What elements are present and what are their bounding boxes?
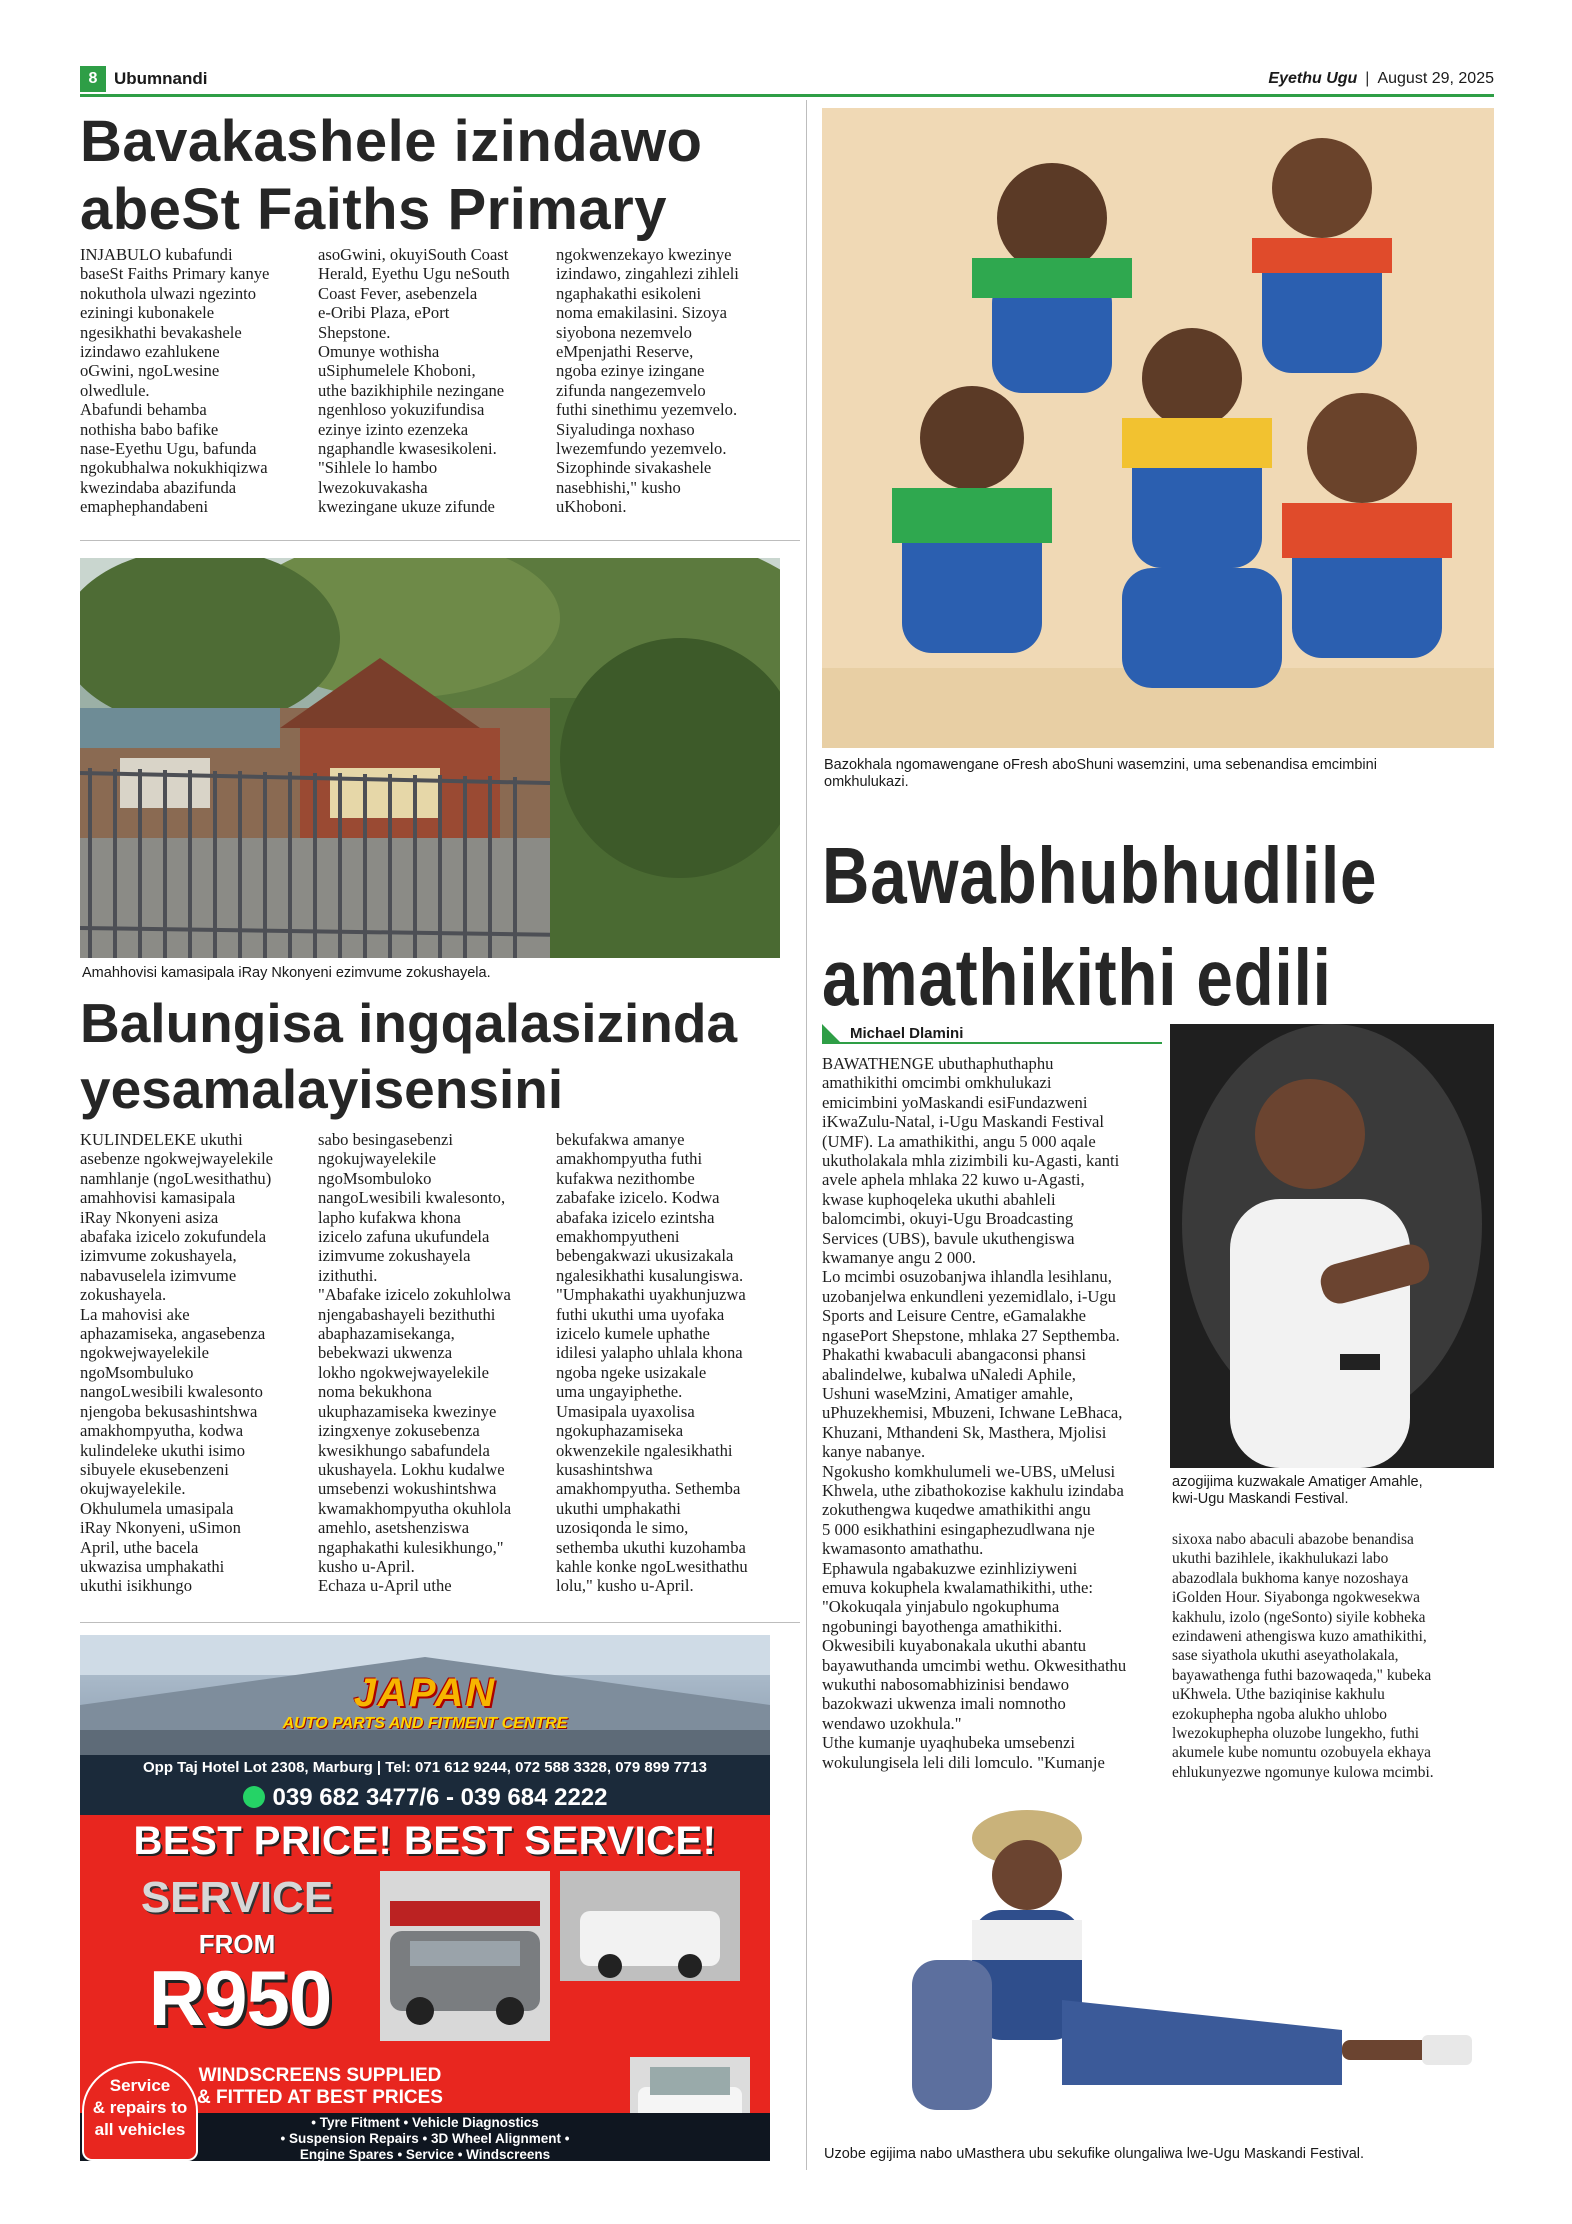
text-line: baseSt Faiths Primary kanye (80, 264, 270, 284)
text-line: ngenhloso yokuzifundisa (318, 400, 485, 420)
text-line: abazodlala bukhoma kanye nozoshaya (1172, 1569, 1409, 1587)
text-line: iRay Nkonyeni, uSimon (80, 1518, 241, 1538)
japan-auto-parts-advert (80, 1635, 770, 2161)
ad-brand: JAPAN (353, 1671, 497, 1715)
dancers-photo-caption (824, 757, 1494, 791)
text-line: nothisha babo bafike (80, 419, 219, 439)
text-line: amahhovisi kamasipala (80, 1188, 236, 1208)
article1-column-1 (80, 245, 306, 517)
text-line: Omunye wothisha (318, 342, 440, 362)
text-line: sase siyathola ukuthi aseyatholakala, (1172, 1647, 1399, 1665)
building-photo-caption: Amahhovisi kamasipala iRay Nkonyeni ezimvume zokushayela. (82, 965, 491, 981)
text-line: lwezokuphepha oluzobe lungekho, futhi (1172, 1725, 1420, 1743)
text-line: ngokujwayelekile (318, 1149, 436, 1169)
text-line: ngobuningi bayothenga amathikithi. (822, 1616, 1063, 1636)
text-line: kusashintshwa (556, 1459, 653, 1479)
text-line: izimvume zokushayela (318, 1246, 471, 1266)
text-line: asoGwini, okuyiSouth Coast (318, 245, 509, 264)
text-line: kwezingane ukuze zifunde (318, 497, 495, 517)
ad-phone (80, 1781, 770, 1815)
text-line: ngoba ezinye izingane (556, 361, 705, 381)
text-line: ngokwenzekayo kwezinye (556, 245, 732, 264)
text-line: abalindelwe, kubalwa uNaledi Aphile, (822, 1364, 1076, 1384)
text-line: noma emakilasini. Sizoya (556, 303, 727, 323)
text-line: kanye nabanye. (822, 1442, 926, 1462)
text-line: Coast Fever, asebenzela (318, 283, 478, 303)
text-line: ezinye izinto ezenzeka (318, 419, 469, 439)
text-line: uzosiqonda le simo, (556, 1518, 689, 1538)
text-line: emaphephandabeni (80, 497, 209, 517)
text-line: amakhompyutha futhi (556, 1149, 703, 1169)
text-line: nangoLwesibili kwalesonto, (318, 1188, 506, 1208)
text-line: amakhompyutha. Sethemba (556, 1479, 741, 1499)
text-line: ngasePort Shepstone, mhlaka 27 Septhemba. (822, 1325, 1120, 1345)
text-line: izicelo kumele uphathe (556, 1324, 710, 1344)
text-line: e-Oribi Plaza, ePort (318, 303, 450, 323)
text-line: KULINDELEKE ukuthi (80, 1130, 243, 1149)
text-line: abafaka izicelo ezintsha (556, 1207, 715, 1227)
text-line: ukuphazamiseka kwezinye (318, 1401, 497, 1421)
text-line: La mahovisi ake (80, 1304, 190, 1324)
text-line: kusho u-April. (318, 1556, 415, 1576)
article1-headline (80, 108, 800, 244)
ad-service-badge (82, 2061, 198, 2161)
text-line: "Okokuqala yinjabulo ngokuphuma (822, 1597, 1060, 1617)
text-line: bebekwazi ukwenza (318, 1343, 453, 1363)
text-line: okwenzekile ngalesikhathi (556, 1440, 733, 1460)
text-line: okujwayelekile. (80, 1479, 186, 1499)
headline-line: abeSt Faiths Primary (80, 177, 667, 242)
ad-badge-line: & repairs to (92, 2098, 188, 2117)
text-line: olwedlule. (80, 380, 150, 400)
text-line: kwezindaba abazifunda (80, 477, 237, 497)
headline-line: yesamalayisensini (80, 1058, 564, 1120)
text-line: Umasipala uyaxolisa (556, 1401, 695, 1421)
header-rule (80, 94, 1494, 97)
singer-photo-caption (1172, 1474, 1494, 1508)
byline-marker (822, 1024, 840, 1042)
text-line: bayawathenga futhi bazowaqeda," kubeka (1172, 1666, 1432, 1684)
text-line: uthe bazikhiphile nezingane (318, 380, 505, 400)
text-line: eziningi kubonakele (80, 303, 215, 323)
article2-column-3 (556, 1130, 796, 1596)
text-line: lwezemfundo yezemvelo. (556, 439, 727, 459)
text-line: noma bekukhona (318, 1382, 432, 1402)
text-line: Khwela, uthe zibathokozise kakhulu izindaba (822, 1480, 1124, 1500)
headline-line: Balungisa ingqalasizinda (80, 992, 738, 1054)
text-line: ukuthi umphakathi (556, 1498, 681, 1518)
text-line: uKhwela. Uthe baziqinise kakhulu (1172, 1686, 1385, 1704)
text-line: ngaphakathi esikoleni (556, 283, 702, 303)
text-line: iRay Nkonyeni asiza (80, 1207, 219, 1227)
text-line: umsebenzi wokushintshwa (318, 1479, 497, 1499)
text-line: ngokwejwayelekile (80, 1343, 210, 1363)
text-line: Ngokusho komkhulumeli we-UBS, uMelusi (822, 1461, 1116, 1481)
dancers-photo (822, 108, 1494, 748)
text-line: bekufakwa amanye (556, 1130, 685, 1149)
text-line: abafaka izicelo zokufundela (80, 1227, 267, 1247)
text-line: (UMF). La amathikithi, angu 5 000 aqale (822, 1131, 1096, 1151)
masthera-photo (822, 1800, 1502, 2140)
text-line: lwezokuvakasha (318, 477, 428, 497)
whatsapp-icon (243, 1786, 265, 1808)
text-line: izingxenye zokusebenza (318, 1421, 480, 1441)
text-line: amakhompyutha, kodwa (80, 1421, 244, 1441)
ad-headline: BEST PRICE! BEST SERVICE! (133, 1819, 717, 1863)
column-divider (806, 100, 807, 2170)
text-line: kwesikhungo sabafundela (318, 1440, 490, 1460)
text-line: lapho kufakwa khona (318, 1207, 461, 1227)
text-line: kwase kuphoqeleka ukuthi abahleli (822, 1189, 1056, 1209)
text-line: zabafake izicelo. Kodwa (556, 1188, 720, 1208)
text-line: ngaphakathi kulesikhungo," (318, 1537, 504, 1557)
caption-line: kwi-Ugu Maskandi Festival. (1172, 1491, 1349, 1507)
text-line: ngoMsombuloko (318, 1168, 432, 1188)
text-line: izicelo zafuna ukufundela (318, 1227, 490, 1247)
text-line: ezokuphepha ngoba alukho uhlobo (1172, 1705, 1387, 1723)
text-line: njengoba bekusashintshwa (80, 1401, 258, 1421)
text-line: sixoxa nabo abaculi abazobe benandisa (1172, 1531, 1414, 1548)
ad-services-line: • Suspension Repairs • 3D Wheel Alignment • (280, 2131, 570, 2146)
text-line: wukuthi nabosomabhizinisi bendawo (822, 1675, 1070, 1694)
ad-vehicle-images (380, 1871, 740, 2061)
text-line: namhlanje (ngoLwesithathu) (80, 1168, 272, 1188)
text-line: ukwazisa umphakathi (80, 1556, 225, 1576)
text-line: bazokwazi ukwenza imali nomnotho (822, 1694, 1066, 1714)
text-line: ngoba ngeke usizakale (556, 1362, 707, 1382)
text-line: lokho ngokwejwayelekile (318, 1362, 489, 1382)
text-line: INJABULO kubafundi (80, 245, 233, 264)
text-line: emakhompyutheni (556, 1227, 680, 1247)
text-line: idilesi yalapho uhlala khona (556, 1343, 743, 1363)
article3-column-1 (822, 1054, 1167, 1772)
ad-windscreens-line: WINDSCREENS SUPPLIED (198, 2065, 442, 2086)
section-divider (80, 540, 800, 541)
text-line: Shepstone. (318, 322, 391, 342)
text-line: ezindaweni athengiswa kuzo amathikithi, (1172, 1628, 1427, 1646)
ad-services-line: • Tyre Fitment • Vehicle Diagnostics (311, 2115, 539, 2130)
text-line: zokushayela. (80, 1285, 167, 1305)
ad-windscreens-line: & FITTED AT BEST PRICES (197, 2087, 443, 2108)
text-line: 5 000 esikhathini esingaphezudlwana nje (822, 1519, 1095, 1539)
text-line: wendawo uzokhula." (822, 1713, 962, 1733)
text-line: emicimbini yoMaskandi esiFundazweni (822, 1092, 1088, 1112)
article1-column-3 (556, 245, 792, 517)
text-line: April, uthe bacela (80, 1537, 199, 1557)
article2-column-2 (318, 1130, 544, 1596)
text-line: aphazamiseka, angasebenza (80, 1324, 266, 1344)
section-name: Ubumnandi (114, 69, 208, 88)
ad-phone-number: 039 682 3477/6 - 039 684 2222 (272, 1784, 608, 1811)
text-line: ukutholakala mhla zizimbili ku-Agasti, kanti (822, 1151, 1120, 1171)
text-line: Ushuni waseMzini, Amatiger amahle, (822, 1383, 1074, 1403)
text-line: ngesikhathi bevakashele (80, 322, 242, 342)
text-line: nokuthola ulwazi ngezinto (80, 283, 257, 303)
text-line: uSiphumelele Khoboni, (318, 361, 476, 381)
text-line: "Sihlele lo hambo (318, 458, 438, 478)
text-line: izindawo, zingahlezi zihleli (556, 264, 739, 284)
text-line: sabo besingasebenzi (318, 1130, 454, 1149)
text-line: zokuthengwa kuqedwe amathikithi angu (822, 1500, 1091, 1520)
text-line: kwamanye angu 2 000. (822, 1248, 976, 1268)
text-line: ngalesikhathi kusalungiswa. (556, 1265, 744, 1285)
amatiger-singer-photo (1170, 1024, 1494, 1468)
text-line: ukuthi isikhungo (80, 1576, 193, 1596)
text-line: kwamasonto amathathu. (822, 1539, 984, 1559)
text-line: nabavuselela izimvume (80, 1265, 237, 1285)
ad-address: Opp Taj Hotel Lot 2308, Marburg | Tel: 071 612 9244, 072 588 3328, 079 899 7713 (80, 1755, 770, 1781)
text-line: Okhulumela umasipala (80, 1498, 234, 1518)
text-line: Echaza u-April uthe (318, 1576, 452, 1596)
text-line: lolu," kusho u-April. (556, 1576, 694, 1596)
text-line: eMpenjathi Reserve, (556, 342, 694, 362)
ad-badge-line: all vehicles (94, 2120, 186, 2139)
text-line: amehlo, asetshenziswa (318, 1518, 470, 1538)
text-line: uzobanjelwa enkundleni yezemidlalo, i-Ugu (822, 1286, 1116, 1306)
text-line: uma ungayiphethe. (556, 1382, 683, 1402)
article1-column-2 (318, 245, 544, 517)
text-line: abaphazamisekanga, (318, 1324, 455, 1344)
text-line: kwamakhompyutha okuhlola (318, 1498, 512, 1518)
article3-headline (822, 825, 1380, 1029)
headline-line: Bavakashele izindawo (80, 109, 703, 174)
ad-service-label: SERVICE (140, 1873, 334, 1922)
text-line: Khuzani, Mthandeni Sk, Masthera, Mjolisi (822, 1422, 1107, 1442)
text-line: bebengakwazi ukusizakala (556, 1246, 734, 1266)
caption-line: omkhulukazi. (824, 774, 909, 790)
text-line: uPhuzekhemisi, Mbuzeni, Ichwane LeBhaca, (822, 1403, 1123, 1423)
section-divider (80, 1622, 800, 1623)
text-line: oGwini, ngoLwesine (80, 361, 220, 381)
text-line: sethemba ukuthi kuzohamba (556, 1537, 746, 1557)
byline (822, 1024, 1162, 1044)
text-line: Sizophinde sivakashele (556, 458, 712, 478)
text-line: ukushayela. Lokhu kudalwe (318, 1459, 505, 1479)
text-line: ngokuphazamiseka (556, 1421, 684, 1441)
masthead (1268, 66, 1494, 92)
caption-line: azogijima kuzwakale Amatiger Amahle, (1172, 1474, 1423, 1490)
ad-services-line: Engine Spares • Service • Windscreens (299, 2147, 551, 2161)
text-line: iGolden Hour. Siyabonga ngokwesekwa (1172, 1589, 1420, 1607)
text-line: izindawo ezahlukene (80, 342, 220, 362)
text-line: Uthe kumanje uyaqhubeka umsebenzi (822, 1733, 1075, 1753)
ad-badge-line: Service (109, 2076, 171, 2095)
text-line: Services (UBS), bavule ukuthengiswa (822, 1228, 1075, 1248)
masthead-separator: | (1365, 70, 1370, 87)
page-number: 8 (80, 66, 106, 92)
text-line: Okwesibili kuyabonakala ukuthi abantu (822, 1636, 1087, 1656)
text-line: balomcimbi, okuyi-Ugu Broadcasting (822, 1209, 1074, 1229)
ad-price: R950 (148, 1954, 332, 2042)
ad-brand-subtitle: AUTO PARTS AND FITMENT CENTRE (282, 1715, 568, 1732)
text-line: ngaphandle kwasesikoleni. (318, 439, 497, 459)
text-line: "Abafake izicelo zokuhlolwa (318, 1285, 511, 1305)
article2-headline (80, 990, 800, 1122)
text-line: bayawuthanda umcimbi wethu. Okwesithathu (822, 1655, 1127, 1675)
text-line: asebenze ngokwejwayelekile (80, 1149, 274, 1169)
text-line: zifunda nangezemvelo (556, 380, 706, 400)
text-line: "Umphakathi uyakhunjuzwa (556, 1285, 746, 1305)
text-line: sibuyele ekusebenzeni (80, 1459, 229, 1479)
text-line: izithuthi. (318, 1265, 378, 1285)
ad-services-list (200, 2113, 650, 2161)
text-line: siyobona nezemvelo (556, 322, 692, 342)
ad-from-label: FROM (198, 1929, 276, 1959)
text-line: amathikithi omcimbi omkhulukazi (822, 1073, 1052, 1093)
text-line: ngokubhalwa nokukhiqizwa (80, 458, 268, 478)
text-line: avele aphela mhlaka 22 kuwo u-Agasti, (822, 1170, 1085, 1190)
text-line: Lo mcimbi osuzobanjwa ihlandla lesihlanu, (822, 1267, 1112, 1287)
text-line: kahle konke ngoLwesithathu (556, 1556, 748, 1576)
article3-column-2 (1172, 1530, 1496, 1782)
masthera-photo-caption: Uzobe egijima nabo uMasthera ubu sekufike olungaliwa lwe-Ugu Maskandi Festival. (824, 2146, 1365, 2162)
paper-name: Eyethu Ugu (1268, 70, 1358, 87)
text-line: emuva kokuphela kwalamathikithi, uthe: (822, 1577, 1093, 1597)
text-line: futhi sinethimu yezemvelo. (556, 400, 738, 420)
text-line: kakhulu, izolo (ngeSonto) siyile kobheka (1172, 1608, 1426, 1626)
text-line: BAWATHENGE ubuthaphuthaphu (822, 1054, 1054, 1073)
byline-author: Michael Dlamini (850, 1024, 964, 1042)
article2-column-1 (80, 1130, 306, 1596)
text-line: ehlukunyezwe ngomunye kulowa mcimbi. (1172, 1763, 1434, 1781)
text-line: nase-Eyethu Ugu, bafunda (80, 439, 257, 459)
text-line: Phakathi kwabaculi abangaconsi phansi (822, 1345, 1087, 1365)
text-line: Siyaludinga noxhaso (556, 419, 695, 439)
text-line: wokulungisela leli dili lomculo. "Kumanje (822, 1752, 1105, 1772)
text-line: Herald, Eyethu Ugu neSouth (318, 264, 510, 284)
text-line: iKwaZulu-Natal, i-Ugu Maskandi Festival (822, 1112, 1105, 1132)
text-line: izimvume zokushayela, (80, 1246, 237, 1266)
text-line: Abafundi behamba (80, 400, 207, 420)
headline-line: Bawabhubhudlile (822, 831, 1378, 920)
text-line: ngoMsombuluko (80, 1362, 194, 1382)
text-line: Sports and Leisure Centre, eGamalakhe (822, 1306, 1087, 1326)
text-line: Ephawula ngabakuzwe ezinhliziyweni (822, 1558, 1078, 1578)
text-line: kulindeleke ukuthi isimo (80, 1440, 245, 1460)
text-line: uKhoboni. (556, 497, 627, 517)
text-line: kufakwa nezithombe (556, 1168, 695, 1188)
text-line: nasebhishi," kusho (556, 477, 681, 497)
text-line: ukuthi bazihlele, ikakhulukazi labo (1172, 1550, 1389, 1568)
municipal-office-photo (80, 558, 780, 958)
text-line: nangoLwesibili kwalesonto (80, 1382, 263, 1402)
text-line: futhi ukuthi uma uyofaka (556, 1304, 725, 1324)
headline-line: amathikithi edili (822, 933, 1332, 1022)
text-line: njengabashayeli bezithuthi (318, 1304, 496, 1324)
caption-line: Bazokhala ngomawengane oFresh aboShuni wasemzini, uma sebenandisa emcimbini (824, 757, 1377, 773)
text-line: akumele kube nomuntu ozobuyela ekhaya (1172, 1744, 1431, 1762)
issue-date: August 29, 2025 (1377, 70, 1494, 87)
